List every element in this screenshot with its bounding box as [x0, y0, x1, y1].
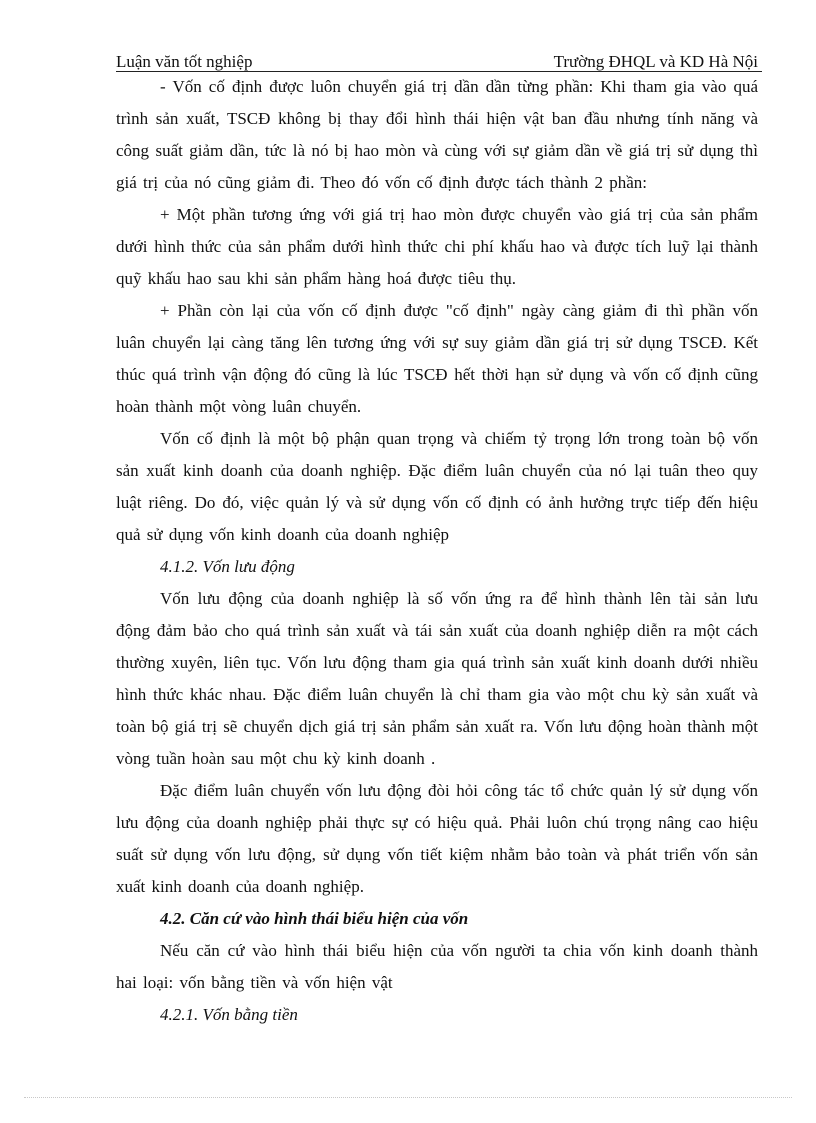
page-bottom-divider — [24, 1097, 792, 1098]
paragraph-capital-classification: Nếu căn cứ vào hình thái biểu hiện của vốn người ta chia vốn kinh doanh thành hai loại: vốn bằng tiền và vốn hiện vật — [116, 941, 758, 992]
section-heading-4-1-2: 4.1.2. Vốn lưu động — [160, 557, 295, 576]
section-heading-4-2: 4.2. Căn cứ vào hình thái biểu hiện của vốn — [160, 909, 469, 928]
page-header — [116, 50, 758, 72]
paragraph-working-capital-management: Đặc điểm luân chuyển vốn lưu động đòi hỏi công tác tổ chức quản lý sử dụng vốn lưu động của doanh nghiệp phải thực sự có hiệu quả. Phải luôn chú trọng nâng cao hiệu suất sử dụng vốn lưu động, sử dụng vốn tiết kiệm nhằm bảo toàn và phát triển vốn sản xuất kinh doanh của doanh nghiệp. — [116, 781, 758, 896]
paragraph-fixed-capital-importance: Vốn cố định là một bộ phận quan trọng và chiếm tỷ trọng lớn trong toàn bộ vốn sản xuất kinh doanh của doanh nghiệp. Đặc điểm luân chuyển của nó lại tuân theo quy luật riêng. Do đó, việc quản lý và sử dụng vốn cố định có ảnh hưởng trực tiếp đến hiệu quả sử dụng vốn kinh doanh của doanh nghiệp — [116, 429, 758, 544]
header-institution: Trường ĐHQL và KD Hà Nội — [553, 52, 758, 71]
paragraph-fixed-capital-transfer: - Vốn cố định được luôn chuyển giá trị dần dần từng phần: Khi tham gia vào quá trình sản xuất, TSCĐ không bị thay đổi hình thái hiện vật ban đầu nhưng tính năng và công suất giảm dần, tức là nó bị hao mòn và cùng với sự giảm dần về giá trị sử dụng thì giá trị của nó cũng giảm đi. Theo đó vốn cố định được tách thành 2 phần: — [116, 77, 758, 192]
header-document-type: Luận văn tốt nghiệp — [116, 52, 253, 71]
document-body — [116, 71, 758, 1031]
section-heading-4-2-1: 4.2.1. Vốn bằng tiền — [160, 1005, 298, 1024]
paragraph-working-capital-definition: Vốn lưu động của doanh nghiệp là số vốn ứng ra để hình thành lên tài sản lưu động đảm bảo cho quá trình sản xuất và tái sản xuất của doanh nghiệp diễn ra một cách thường xuyên, liên tục. Vốn lưu động tham gia quá trình sản xuất kinh doanh dưới nhiều hình thức khác nhau. Đặc điểm luân chuyển là chỉ tham gia vào một chu kỳ sản xuất và toàn bộ giá trị sẽ chuyển dịch giá trị sản phẩm sản xuất ra. Vốn lưu động hoàn thành một vòng tuần hoàn sau một chu kỳ kinh doanh . — [116, 589, 758, 768]
paragraph-depreciation-part: + Một phần tương ứng với giá trị hao mòn được chuyển vào giá trị của sản phẩm dưới hình thức của sản phẩm dưới hình thức chi phí khấu hao và được tích luỹ lại thành quỹ khấu hao sau khi sản phẩm hàng hoá được tiêu thụ. — [116, 205, 758, 288]
paragraph-remaining-part: + Phần còn lại của vốn cố định được "cố định" ngày càng giảm đi thì phần vốn luân chuyển lại càng tăng lên tương ứng với sự suy giảm dần giá trị sử dụng TSCĐ. Kết thúc quá trình vận động đó cũng là lúc TSCĐ hết thời hạn sử dụng và vốn cố định cũng hoàn thành một vòng luân chuyển. — [116, 301, 758, 416]
